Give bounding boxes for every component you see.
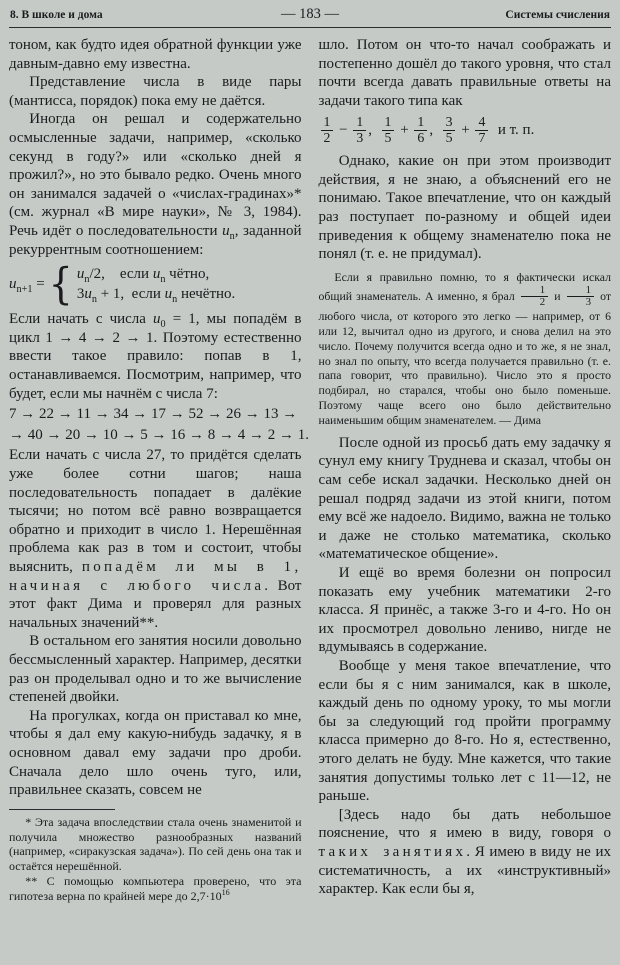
footnote-syracuse: * Эта задача впоследствии стала очень знаменитой и получила множество разнообразных названий (например, «сиракузская задача»). По сей день она так и остаётся нерешённой. [9, 814, 302, 874]
paragraph-clarification [319, 806, 612, 899]
text-run: u [222, 222, 230, 239]
text-columns [9, 36, 611, 904]
text-run: чётно, [165, 266, 210, 283]
text-run: 3 [76, 285, 85, 302]
right-column [319, 36, 612, 904]
text-run: от любого числа, от которого это легко — например, от 6 или 12, вычитал одно из другого, и снова делил на это число. Почему получится всегда одно и то же, я не знал, но знал по опыту, что всегда получается правильно (т. е. папа говорит, что правильно). Число это я просто подбирал, но старался, чтобы оно было поменьше. Поэтому чаще всего оно было действительно наименьшим общим знаменателем. — Дима [318, 288, 611, 427]
page-number: — 183 — [281, 6, 339, 22]
text-run: Если начать с числа 27, то придётся сделать уже более сотни шагов; наша последовательность попадает в далёкие тысячи; но потом всё равно возвращается обратно и приходит в число 1. Нерешённая проблема как раз в том и состоит, чтобы выяснить, [9, 447, 302, 575]
fraction: $\frac{1}{6}$ [414, 115, 427, 146]
text-run: − [335, 122, 352, 139]
dima-quote [319, 270, 612, 428]
text-run: Иногда он решал и содержательно осмысленные задачи, например, «сколько секунд в году?» или «сколько дней я прожил?», но это бывало редко. Очень много он занимался задачей о «числах-градинах»* (см. журнал «В мире науки», № 3, 1984). Речь идёт о последовательности [9, 111, 302, 239]
hailstone-sequence-line-2: → 40 → 20 → 10 → 5 → 16 → 8 → 4 → 2 → 1. [9, 426, 309, 443]
formula-case-odd [77, 285, 235, 304]
text-run: . Я имею в виду не их систематичность, а их «инструктивный» характер. Как если бы я, [318, 843, 611, 898]
text-run: [Здесь надо бы дать небольшое пояснение, что я имею в виду, говоря о [318, 806, 611, 842]
text-run: = 1, мы попадём в цикл 1 → 4 → 2 → 1. Поэтому естественно ввести такое правило: попав в 1, останавливаемся. Посмотрим, например, что будет, если мы начнём с числа 7: [9, 311, 302, 402]
footnote-separator [9, 809, 115, 810]
paragraph-hailstone-intro [9, 110, 302, 259]
left-column [9, 36, 309, 904]
text-run: попадём ли мы в 1, начиная с любого числа [9, 559, 302, 594]
paragraph-school-program: Вообще у меня такое впечатление, что если бы я с ним занимался, как в школе, каждый день по одному уроку, то мы могли бы за следующий год пройти программу класса примерно до 8-го. Но я, естественно, этого делать не буду. Мне кажется, что такие занятия допустимы только лет с 11—12, не раньше. [318, 657, 611, 805]
formula-lhs [9, 275, 45, 294]
fraction: $\frac{3}{5}$ [443, 115, 456, 146]
paragraph-continuation: шло. Потом он что-то начал соображать и постепенно дошёл до такого уровня, что стал почти всегда давать правильные ответы на задачи такого типа как [318, 36, 611, 109]
footnote-computer-check [9, 874, 302, 904]
text-run: , [429, 122, 441, 139]
running-head-section: Системы счисления [505, 9, 610, 21]
text-run: + [457, 122, 474, 139]
paragraph-powers-of-two: В остальном его занятия носили довольно бессмысленный характер. Например, десятки раз он проделывал одно и то же вычисление степеней двойки. [9, 633, 302, 706]
paragraph-mantissa: Представление числа в виде пары (мантисса, порядок) пока ему не даётся. [9, 74, 302, 109]
text-run: Если я правильно помню, то я фактически искал общий знаменатель. А именно, я брал [318, 269, 611, 303]
text-run: u [9, 275, 17, 292]
text-run: /2, [89, 266, 105, 283]
text-run: если [104, 266, 153, 283]
text-run: u [153, 311, 161, 328]
paragraph-fractions-walks: На прогулках, когда он приставал ко мне, чтобы я дал ему какую-нибудь задачку, я в основном давал ему задачи про дроби. Сначала дело шло очень туго, или, правильнее сказать, совсем не [9, 707, 302, 799]
recurrence-formula [9, 259, 302, 309]
text-run: u [152, 266, 161, 283]
fraction: $\frac{1}{2}$ [521, 285, 548, 309]
text-run: и т. п. [490, 122, 535, 139]
footnotes [9, 815, 302, 904]
text-run: = [32, 275, 45, 292]
subscript: n [172, 293, 178, 305]
text-run: u [164, 285, 173, 302]
running-head-chapter: 8. В школе и дома [10, 9, 103, 21]
paragraph-trudnev-book: После одной из просьб дать ему задачку я сунул ему книгу Труднева и сказал, чтобы он сам себе искал задачки. Несколько дней он решал подряд задачи из этой книги, потом ему всё же надоело. Видимо, важна не только и даже не столько математика, сколько «математическое общение». [318, 434, 611, 563]
brace-glyph: { [48, 259, 73, 309]
subscript: n+1 [16, 283, 33, 295]
formula-cases [77, 265, 235, 303]
fraction: $\frac{1}{5}$ [382, 115, 395, 146]
subscript: n [91, 293, 97, 305]
text-run: . Вот этот факт Дима и проверял для разных начальных значений**. [9, 577, 302, 631]
formula-case-even [77, 265, 235, 284]
text-run: нечётно. [177, 285, 236, 302]
text-run: ** С помощью компьютера проверено, что эта гипотеза верна по крайней мере до 2,7·10 [9, 874, 302, 904]
hailstone-sequence-line-1: 7 → 22 → 11 → 34 → 17 → 52 → 26 → 13 → [9, 406, 298, 423]
text-run: , [368, 122, 380, 139]
text-run: u [76, 266, 85, 283]
text-run: , заданной рекуррентным соотношением: [9, 222, 302, 258]
text-run: таких занятиях [318, 843, 467, 860]
text-run: Если начать с числа [9, 311, 154, 328]
fractions-example-line [319, 115, 612, 146]
paragraph-common-denominator: Однако, какие он при этом производит действия, я не знаю, а объяснений его не понимаю. Такое впечатление, что он каждый раз поступает по-разному и общей идеи приведения к общему знаменателю пока не понял (т. е. не придумал). [318, 153, 611, 263]
fraction: $\frac{4}{7}$ [475, 115, 488, 146]
fraction: $\frac{1}{3}$ [567, 285, 594, 309]
paragraph-number-27 [9, 446, 302, 632]
text-run: u [84, 285, 92, 302]
running-head [9, 6, 611, 27]
text-run: + [396, 122, 413, 139]
subscript: n [160, 274, 166, 286]
subscript: 0 [160, 319, 166, 331]
paragraph-textbooks: И ещё во время болезни он попросил показать ему учебник математики 2-го класса. Я принёс, а также 3-го и 4-го. Но он их просмотрел довольно лениво, нигде не вдумываясь в содержание. [318, 565, 611, 656]
fraction: $\frac{1}{2}$ [321, 115, 334, 146]
text-run: + 1, [96, 285, 125, 302]
supscript: 16 [221, 888, 230, 898]
text-run: и [550, 288, 565, 303]
subscript: n [229, 230, 235, 242]
paragraph-cycle [9, 310, 302, 403]
header-rule [9, 27, 611, 28]
paragraph-continuation: тоном, как будто идея обратной функции уже давным-давно ему известна. [9, 36, 302, 72]
fraction: $\frac{1}{3}$ [353, 115, 366, 146]
text-run: если [124, 285, 165, 302]
subscript: n [84, 274, 90, 286]
